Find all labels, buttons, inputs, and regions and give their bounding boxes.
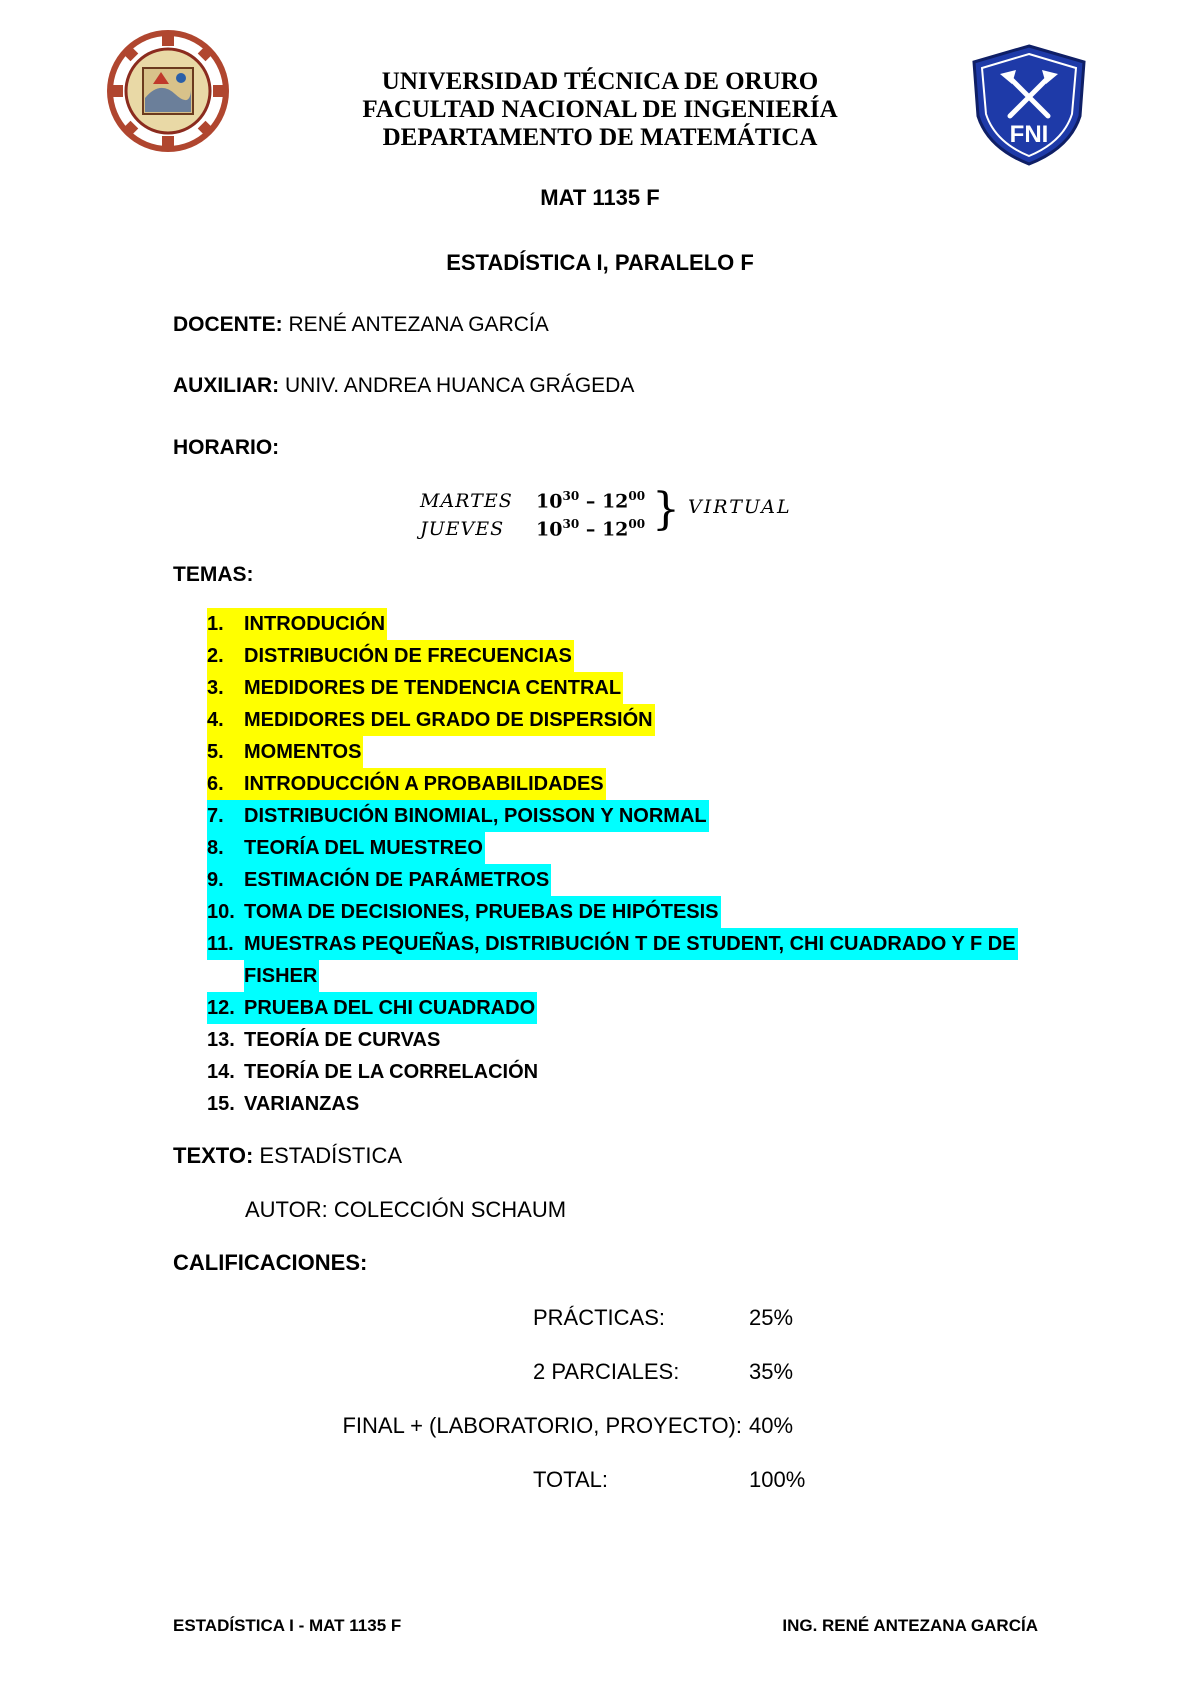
schedule-mode: VIRTUAL <box>688 496 792 518</box>
grade-label: FINAL + (LABORATORIO, PROYECTO): <box>342 1413 742 1438</box>
course-name: ESTADÍSTICA I, PARALELO F <box>446 250 754 275</box>
grade-label: 2 PARCIALES: <box>533 1359 680 1384</box>
grade-row <box>0 1413 1200 1443</box>
list-item: 6. INTRODUCCIÓN A PROBABILIDADES <box>207 768 1067 800</box>
docente-label: DOCENTE: <box>173 313 283 336</box>
list-item: 4. MEDIDORES DEL GRADO DE DISPERSIÓN <box>207 704 1067 736</box>
list-item: 7. DISTRIBUCIÓN BINOMIAL, POISSON Y NORMAL <box>207 800 1067 832</box>
grade-label: PRÁCTICAS: <box>533 1305 666 1330</box>
grade-value: 100% <box>749 1467 806 1492</box>
schedule-time: $10^{30} - 12^{00}$ <box>536 489 646 513</box>
list-item-continuation: FISHER <box>244 960 319 992</box>
grade-value: 35% <box>749 1359 794 1384</box>
auxiliar-label: AUXILIAR: <box>173 374 280 397</box>
course-code: MAT 1135 F <box>540 185 660 210</box>
list-item: 14. TEORÍA DE LA CORRELACIÓN <box>207 1061 539 1083</box>
list-item: 3. MEDIDORES DE TENDENCIA CENTRAL <box>207 672 1067 704</box>
university-seal-icon <box>105 28 231 154</box>
grade-row <box>0 1359 1200 1389</box>
schedule-day: JUEVES <box>420 518 505 541</box>
schedule-row <box>420 482 676 513</box>
calificaciones-label: CALIFICACIONES: <box>173 1250 368 1275</box>
texto-autor: AUTOR: COLECCIÓN SCHAUM <box>245 1197 567 1222</box>
footer-course: ESTADÍSTICA I - MAT 1135 F <box>173 1616 402 1635</box>
schedule-block <box>420 482 676 541</box>
fni-logo-text: FNI <box>1009 121 1049 148</box>
texto-label: TEXTO: <box>173 1143 254 1168</box>
list-item: 2. DISTRIBUCIÓN DE FRECUENCIAS <box>207 640 1067 672</box>
institution-header <box>300 68 900 152</box>
list-item: 8. TEORÍA DEL MUESTREO <box>207 832 1067 864</box>
grade-value: 25% <box>749 1305 794 1330</box>
auxiliar-value: UNIV. ANDREA HUANCA GRÁGEDA <box>285 374 635 397</box>
schedule-time: $10^{30} - 12^{00}$ <box>536 517 646 541</box>
department-name: DEPARTAMENTO DE MATEMÁTICA <box>382 124 818 151</box>
schedule-row <box>420 510 676 541</box>
texto-line <box>173 1143 402 1169</box>
faculty-name: FACULTAD NACIONAL DE INGENIERÍA <box>362 96 838 123</box>
schedule-brace: } <box>652 484 680 535</box>
texto-value: ESTADÍSTICA <box>259 1143 403 1168</box>
fni-shield-icon <box>970 44 1088 166</box>
list-item: 13. TEORÍA DE CURVAS <box>207 1029 441 1051</box>
temas-label: TEMAS: <box>173 563 254 586</box>
list-item: 1. INTRODUCIÓN <box>207 608 1067 640</box>
list-item: 15. VARIANZAS <box>207 1093 360 1115</box>
list-item: 9. ESTIMACIÓN DE PARÁMETROS <box>207 864 1067 896</box>
grade-label: TOTAL: <box>533 1467 608 1492</box>
grade-row <box>0 1305 1200 1335</box>
docente-value: RENÉ ANTEZANA GARCÍA <box>288 313 549 336</box>
schedule-day: MARTES <box>420 490 513 513</box>
grade-row <box>0 1467 1200 1497</box>
university-name: UNIVERSIDAD TÉCNICA DE ORURO <box>381 68 819 95</box>
topics-list <box>207 608 1067 1120</box>
list-item: 12. PRUEBA DEL CHI CUADRADO <box>207 992 1067 1024</box>
grade-value: 40% <box>749 1413 794 1438</box>
list-item: 10. TOMA DE DECISIONES, PRUEBAS DE HIPÓTESIS <box>207 896 1067 928</box>
horario-label: HORARIO: <box>173 436 280 459</box>
list-item: 5. MOMENTOS <box>207 736 1067 768</box>
footer-author: ING. RENÉ ANTEZANA GARCÍA <box>782 1616 1038 1635</box>
auxiliar-line <box>173 374 634 398</box>
list-item: 11. MUESTRAS PEQUEÑAS, DISTRIBUCIÓN T DE STUDENT, CHI CUADRADO Y F DE FISHER <box>207 928 1067 992</box>
docente-line <box>173 313 549 337</box>
